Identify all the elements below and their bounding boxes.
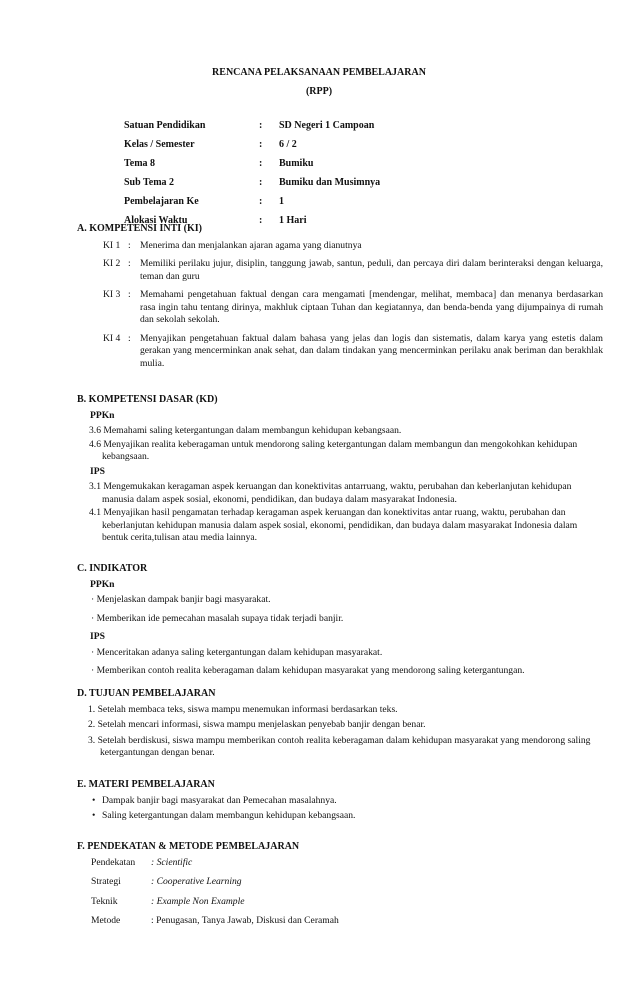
method-row [91,876,601,888]
objective-item: 1. Setelah membaca teks, siswa mampu menemukan informasi berdasarkan teks. [88,704,398,715]
method-key: Strategi [91,876,121,888]
identity-row [124,173,380,192]
indicator-item: · Menceritakan adanya saling ketergantungan dalam kehidupan masyarakat. [91,646,383,658]
objective-item: 2. Setelah mencari informasi, siswa mampu menjelaskan penyebab banjir dengan benar. [88,719,426,731]
method-row [91,896,601,908]
method-table [91,857,601,935]
ki-colon: : [128,258,131,270]
method-value: : Cooperative Learning [151,876,242,888]
section-f-title: F. PENDEKATAN & METODE PEMBELAJARAN [77,841,300,852]
identity-row [124,192,380,211]
ki-item [103,333,603,370]
section-b-title: B. KOMPETENSI DASAR (KD) [77,394,218,405]
bullet-icon: • [92,795,96,806]
identity-row [124,135,380,154]
method-value: : Example Non Example [151,895,245,907]
identity-value: 1 Hari [279,215,307,226]
identity-colon: : [259,139,263,150]
section-e-title: E. MATERI PEMBELAJARAN [77,779,215,790]
indicator-item: · Memberikan contoh realita keberagaman dalam kehidupan masyarakat yang mendorong saling ketergantungan. [91,665,525,677]
ki-code: KI 1 [103,240,121,251]
material-item [92,795,598,807]
identity-key: Satuan Pendidikan [124,120,206,131]
identity-key: Kelas / Semester [124,139,195,150]
section-a-title: A. KOMPETENSI INTI (KI) [77,223,203,234]
method-value: : Scientific [151,857,193,868]
kd-item: 4.6 Menyajikan realita keberagaman untuk mendorong saling ketergantungan dalam membangun dan mengokohkan kehidupan kebangsaan. [89,438,578,463]
ki-code: KI 2 [103,258,121,270]
identity-colon: : [259,196,263,207]
identity-key: Pembelajaran Ke [124,196,199,207]
identity-key: Tema 8 [124,158,156,169]
material-text: Saling ketergantungan dalam membangun kehidupan kebangsaan. [102,810,356,822]
ki-item [103,289,603,326]
ki-colon: : [128,289,131,301]
material-list [88,795,598,826]
bullet-icon: • [92,810,96,822]
material-text: Dampak banjir bagi masyarakat dan Pemecahan masalahnya. [102,795,337,806]
identity-colon: : [259,215,263,226]
kd-item: 4.1 Menyajikan hasil pengamatan terhadap keragaman aspek keruangan dan konektivitas antar ruang, waktu, perubahan dan keberlanjutan kehidupan manusia dalam aspek sosial, ekonomi, pendidikan, dan budaya dalam masyarakat Indonesia dalam bentuk cerita,tulisan atau media lainnya. [89,507,578,544]
method-row [91,857,601,869]
objective-list [88,704,598,763]
method-row [91,915,601,927]
ki-code: KI 3 [103,289,121,301]
identity-colon: : [259,120,263,131]
section-d-title: D. TUJUAN PEMBELAJARAN [77,688,216,699]
identity-row [124,116,380,135]
section-c-title: C. INDIKATOR [77,563,148,574]
ki-text: Memahami pengetahuan faktual dengan cara mengamati [mendengar, melihat, membaca] dan menanya berdasarkan rasa ingin tahu tentang dirinya, makhluk ciptaan Tuhan dan kegiatannya, dan benda-benda yang dijumpainya di rumah dan sekolah sekolah. [140,289,603,326]
kd-block [88,408,598,546]
document-subtitle: (RPP) [305,86,333,97]
ki-text: Menerima dan menjalankan ajaran agama yang dianutnya [140,240,362,251]
ki-item [103,240,603,252]
indicator-item: · Menjelaskan dampak banjir bagi masyarakat. [91,594,271,606]
objective-item: 3. Setelah berdiskusi, siswa mampu memberikan contoh realita keberagaman dalam kehidupan masyarakat yang mendorong saling ketergantungan dengan benar. [88,734,591,759]
subject-label: PPKn [90,410,115,421]
subject-label: PPKn [90,579,115,590]
indicator-item: · Memberikan ide pemecahan masalah supaya tidak terjadi banjir. [91,612,344,624]
ki-colon: : [128,332,131,344]
identity-row [124,154,380,173]
ki-item [103,258,603,283]
subject-label: IPS [90,631,105,643]
kd-item: 3.1 Mengemukakan keragaman aspek keruangan dan konektivitas antarruang, waktu, perubahan dan keberlanjutan kehidupan manusia dalam aspek sosial, ekonomi, pendidikan, dan budaya dalam masyarakat Indonesia. [89,481,572,505]
method-key: Metode [91,915,121,927]
document-title: RENCANA PELAKSANAAN PEMBELAJARAN [212,67,426,78]
identity-value: 1 [279,196,284,207]
method-key: Pendekatan [91,857,136,868]
identity-colon: : [259,177,263,188]
identity-value: SD Negeri 1 Campoan [279,120,375,131]
ki-code: KI 4 [103,332,121,344]
identity-value: Bumiku dan Musimnya [279,177,381,188]
ki-colon: : [128,240,131,251]
kd-item: 3.6 Memahami saling ketergantungan dalam membangun kehidupan kebangsaan. [89,425,402,437]
identity-table [124,116,380,230]
identity-value: Bumiku [279,158,314,169]
subject-label: IPS [90,465,105,477]
ki-list [103,240,603,376]
method-value: : Penugasan, Tanya Jawab, Diskusi dan Ceramah [151,915,339,927]
ki-text: Memiliki perilaku jujur, disiplin, tanggung jawab, santun, peduli, dan percaya diri dalam berinteraksi dengan keluarga, teman dan guru [140,258,603,282]
material-item [92,810,598,822]
indicator-block [88,577,598,684]
method-key: Teknik [91,895,118,907]
ki-text: Menyajikan pengetahuan faktual dalam bahasa yang jelas dan logis dan sistematis, dalam karya yang estetis dalam gerakan yang mencerminkan anak sehat, dan dalam tindakan yang mencerminkan perilaku anak beriman dan berakhlak mulia. [140,332,603,369]
document-title-block [0,66,638,98]
identity-colon: : [259,158,263,169]
identity-value: 6 / 2 [279,139,297,150]
identity-key: Alokasi Waktu [124,215,188,226]
identity-key: Sub Tema 2 [124,177,175,188]
